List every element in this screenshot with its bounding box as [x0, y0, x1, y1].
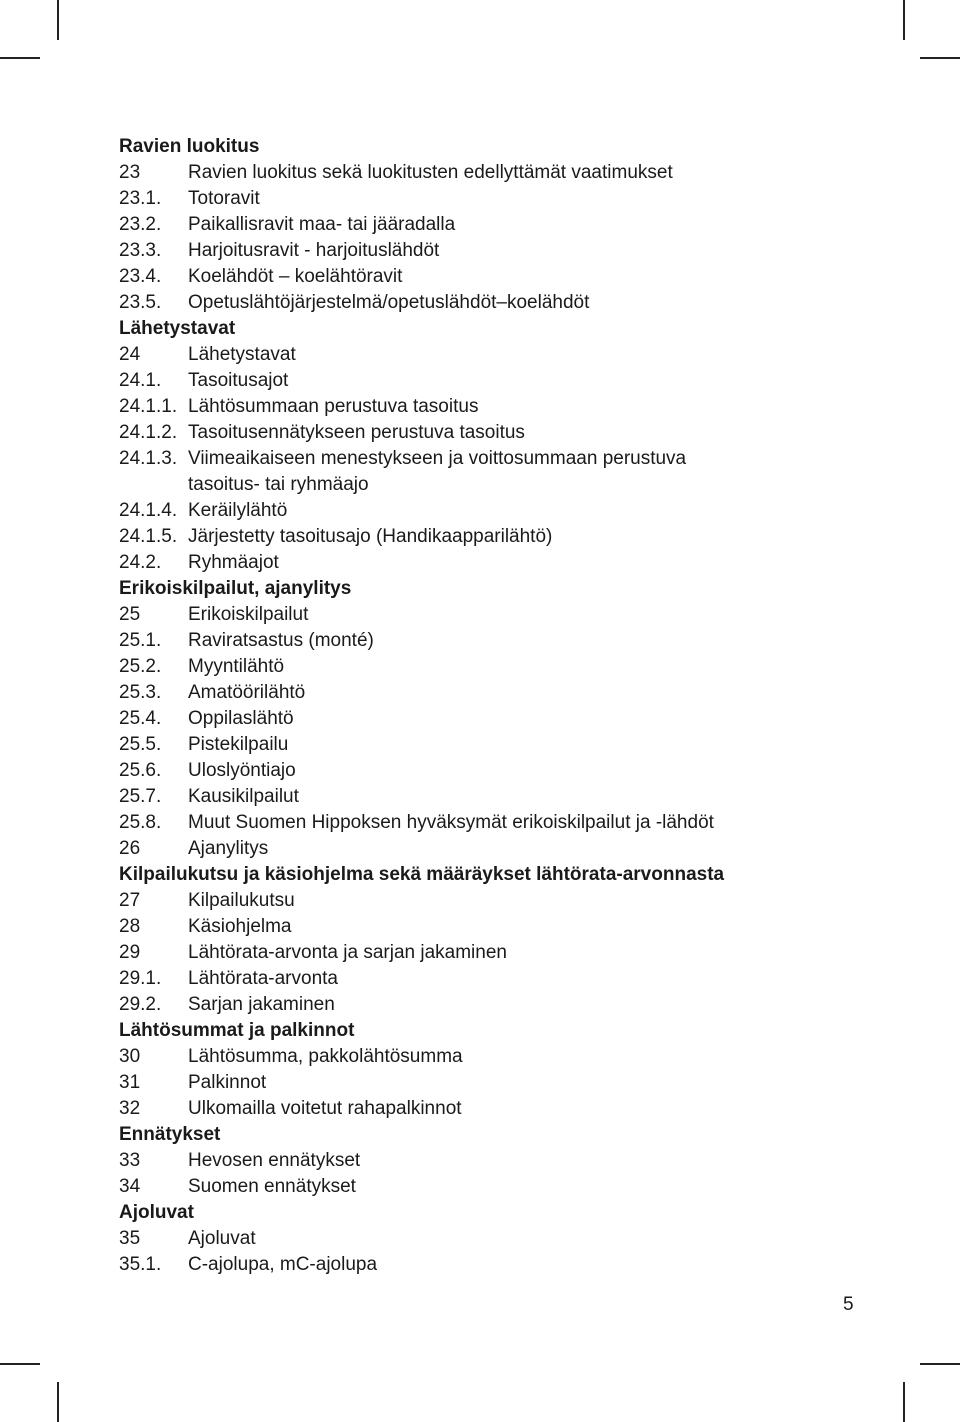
toc-entry-number: 24.1.2.	[119, 422, 178, 443]
toc-entry	[119, 836, 879, 862]
toc-entry-number: 29	[119, 942, 141, 963]
toc-entry-number: 30	[119, 1046, 141, 1067]
toc-entry-number: 33	[119, 1150, 141, 1171]
toc-entry-number: 25.3.	[119, 682, 162, 703]
toc-entry-number: 25	[119, 604, 141, 625]
toc-entry	[119, 186, 879, 212]
toc-entry	[119, 602, 879, 628]
toc-entry-number: 24	[119, 344, 141, 365]
toc-entry	[119, 394, 879, 420]
crop-mark-bottom-left	[57, 1382, 59, 1422]
toc-entry-number: 23.1.	[119, 188, 162, 209]
page-number: 5	[843, 1294, 854, 1315]
toc-entry	[119, 524, 879, 550]
toc-entry-title: Palkinnot	[188, 1072, 267, 1093]
toc-entry-number: 23.2.	[119, 214, 162, 235]
toc-entry-title: Lähtösumma, pakkolähtösumma	[188, 1046, 463, 1067]
toc-entry-number: 35.1.	[119, 1254, 162, 1275]
toc-entry-title: Ravien luokitus sekä luokitusten edellyttämät vaatimukset	[188, 162, 673, 183]
toc-entry-title: Myyntilähtö	[188, 656, 285, 677]
toc-entry	[119, 368, 879, 394]
toc-entry-number: 34	[119, 1176, 141, 1197]
toc-entry-title: Koelähdöt – koelähtöravit	[188, 266, 403, 287]
toc-entry-title: Sarjan jakaminen	[188, 994, 335, 1015]
toc-entry	[119, 446, 879, 472]
toc-entry-number: 23	[119, 162, 141, 183]
toc-entry-number: 25.8.	[119, 812, 162, 833]
toc-entry-title: Keräilylähtö	[188, 500, 288, 521]
toc-entry	[119, 888, 879, 914]
toc-entry-number: 25.1.	[119, 630, 162, 651]
toc-entry-title: Tasoitusajot	[188, 370, 289, 391]
toc-entry-title: Lähtörata-arvonta	[188, 968, 338, 989]
toc-entry-title: Muut Suomen Hippoksen hyväksymät erikoiskilpailut ja -lähdöt	[188, 812, 714, 833]
toc-entry-title: Lähtörata-arvonta ja sarjan jakaminen	[188, 942, 507, 963]
crop-mark-right-bottom	[920, 1363, 960, 1365]
toc-entry	[119, 758, 879, 784]
toc-entry-number: 29.1.	[119, 968, 162, 989]
section-heading: Lähtösummat ja palkinnot	[119, 1020, 355, 1041]
toc-entry	[119, 1148, 879, 1174]
toc-entry	[119, 706, 879, 732]
toc-entry-number: 24.1.1.	[119, 396, 178, 417]
toc-entry	[119, 420, 879, 446]
toc-entry-number: 25.4.	[119, 708, 162, 729]
toc-entry-number: 24.2.	[119, 552, 162, 573]
toc-entry-number: 25.5.	[119, 734, 162, 755]
toc-entry-number: 25.7.	[119, 786, 162, 807]
toc-entry-number: 23.5.	[119, 292, 162, 313]
toc-entry	[119, 160, 879, 186]
section-heading: Ajoluvat	[119, 1202, 194, 1223]
section-heading: Ravien luokitus	[119, 136, 260, 157]
toc-entry	[119, 680, 879, 706]
toc-entry	[119, 628, 879, 654]
toc-entry-number: 28	[119, 916, 141, 937]
toc-entry-title: Pistekilpailu	[188, 734, 289, 755]
toc-entry-number: 24.1.3.	[119, 448, 178, 469]
toc-entry	[119, 238, 879, 264]
section-heading: Erikoiskilpailut, ajanylitys	[119, 578, 352, 599]
toc-entry-number: 23.3.	[119, 240, 162, 261]
crop-mark-bottom-right	[903, 1382, 905, 1422]
toc-entry-title: Raviratsastus (monté)	[188, 630, 374, 651]
toc-entry	[119, 1174, 879, 1200]
toc-entry-title: Kilpailukutsu	[188, 890, 295, 911]
crop-mark-right-top	[920, 57, 960, 59]
toc-entry-number: 23.4.	[119, 266, 162, 287]
toc-entry-title: Ajanylitys	[188, 838, 269, 859]
toc-entry-title: Erikoiskilpailut	[188, 604, 309, 625]
toc-entry	[119, 784, 879, 810]
crop-mark-left-bottom	[0, 1363, 40, 1365]
section-heading: Kilpailukutsu ja käsiohjelma sekä määräykset lähtörata-arvonnasta	[119, 864, 725, 885]
toc-entry	[119, 966, 879, 992]
toc-entry	[119, 992, 879, 1018]
toc-entry-continuation: tasoitus- tai ryhmäajo	[188, 474, 369, 495]
toc-entry-number: 27	[119, 890, 141, 911]
toc-entry-title: Suomen ennätykset	[188, 1176, 356, 1197]
toc-entry-title: Tasoitusennätykseen perustuva tasoitus	[188, 422, 525, 443]
toc-entry-title: Harjoitusravit - harjoituslähdöt	[188, 240, 440, 261]
table-of-contents	[119, 134, 879, 1278]
toc-entry-number: 26	[119, 838, 141, 859]
toc-entry	[119, 1096, 879, 1122]
toc-entry-number: 25.6.	[119, 760, 162, 781]
toc-entry	[119, 264, 879, 290]
toc-entry	[119, 654, 879, 680]
toc-entry-title: Amatöörilähtö	[188, 682, 306, 703]
toc-entry	[119, 1226, 879, 1252]
toc-entry-title: Järjestetty tasoitusajo (Handikaapparilähtö)	[188, 526, 553, 547]
toc-entry-number: 24.1.5.	[119, 526, 178, 547]
section-heading: Ennätykset	[119, 1124, 221, 1145]
toc-entry-title: Uloslyöntiajo	[188, 760, 296, 781]
toc-entry-title: Kausikilpailut	[188, 786, 299, 807]
toc-entry-title: Viimeaikaiseen menestykseen ja voittosummaan perustuva	[188, 448, 687, 469]
toc-entry	[119, 290, 879, 316]
toc-entry-title: C-ajolupa, mC-ajolupa	[188, 1254, 378, 1275]
toc-entry	[119, 550, 879, 576]
toc-entry	[119, 1070, 879, 1096]
crop-mark-left-top	[0, 57, 40, 59]
toc-entry	[119, 1252, 879, 1278]
toc-entry	[119, 1044, 879, 1070]
crop-mark-top-left	[57, 0, 59, 40]
toc-entry	[119, 940, 879, 966]
toc-entry-title: Ryhmäajot	[188, 552, 279, 573]
section-heading: Lähetystavat	[119, 318, 236, 339]
toc-entry	[119, 342, 879, 368]
toc-entry-title: Ajoluvat	[188, 1228, 256, 1249]
toc-entry	[119, 212, 879, 238]
toc-entry-number: 29.2.	[119, 994, 162, 1015]
toc-entry-title: Paikallisravit maa- tai jääradalla	[188, 214, 456, 235]
toc-entry	[119, 498, 879, 524]
toc-entry-title: Oppilaslähtö	[188, 708, 294, 729]
toc-entry-title: Lähetystavat	[188, 344, 296, 365]
toc-entry	[119, 810, 879, 836]
toc-entry-number: 32	[119, 1098, 141, 1119]
toc-entry-number: 24.1.4.	[119, 500, 178, 521]
toc-entry-title: Hevosen ennätykset	[188, 1150, 361, 1171]
toc-entry-number: 25.2.	[119, 656, 162, 677]
toc-entry-title: Ulkomailla voitetut rahapalkinnot	[188, 1098, 462, 1119]
toc-entry-title: Lähtösummaan perustuva tasoitus	[188, 396, 479, 417]
toc-entry-title: Totoravit	[188, 188, 260, 209]
toc-entry-number: 31	[119, 1072, 141, 1093]
toc-entry-title: Käsiohjelma	[188, 916, 292, 937]
toc-entry-number: 35	[119, 1228, 141, 1249]
toc-entry	[119, 732, 879, 758]
toc-entry-number: 24.1.	[119, 370, 162, 391]
toc-entry-title: Opetuslähtöjärjestelmä/opetuslähdöt–koelähdöt	[188, 292, 590, 313]
toc-entry	[119, 914, 879, 940]
crop-mark-top-right	[903, 0, 905, 40]
